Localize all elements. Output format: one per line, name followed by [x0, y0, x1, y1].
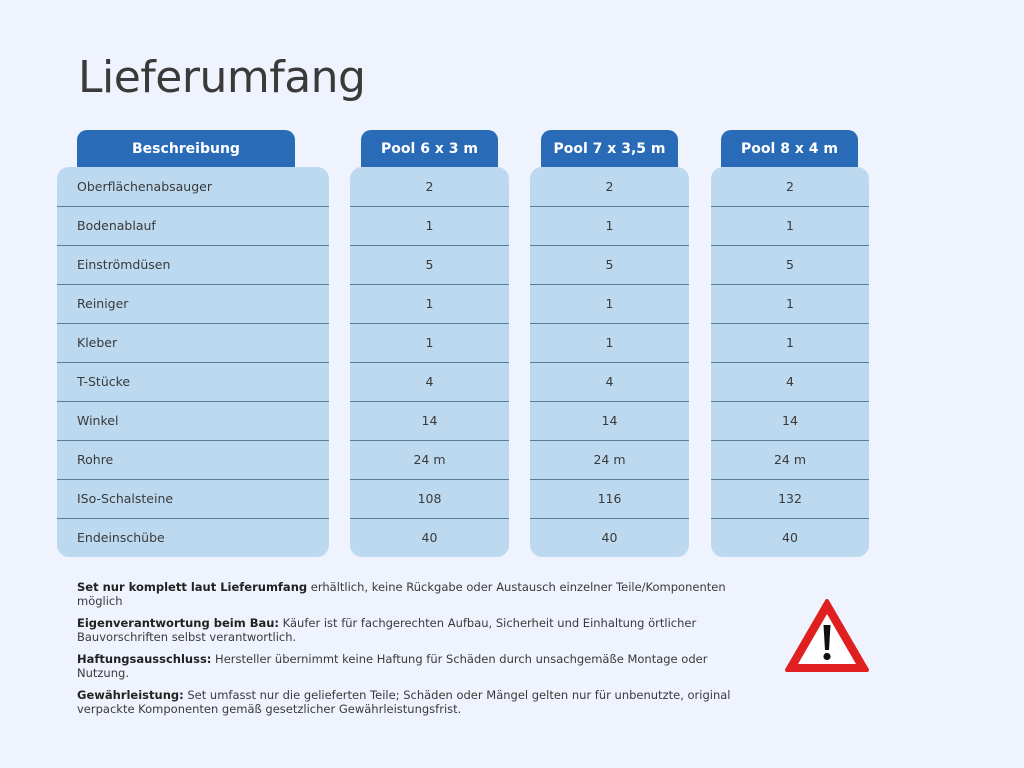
pool-8x4-value: 14: [782, 413, 798, 428]
note-heading: Set nur komplett laut Lieferumfang: [77, 580, 308, 594]
pool-8x4-value: 1: [786, 335, 794, 350]
note-text: Käufer ist für fachgerechten Aufbau, Sicherheit und Einhaltung örtlicher Bauvorschriften selbst verantwortlich.: [77, 616, 697, 644]
pool-7x35-value: 2: [605, 179, 614, 194]
notes-section: [77, 580, 757, 724]
pool-8x4-value: 1: [786, 296, 794, 311]
pool-7x35-value: 4: [605, 374, 614, 389]
pool-7x35-value: 24 m: [593, 452, 626, 467]
note-text: Hersteller übernimmt keine Haftung für Schäden durch unsachgemäße Montage oder Nutzung.: [77, 652, 708, 680]
description-column: [57, 167, 329, 557]
row-label: Endeinschübe: [77, 530, 165, 545]
header-description: Beschreibung: [77, 130, 295, 167]
pool-7x35-value: 1: [605, 296, 614, 311]
note-item: [77, 616, 757, 644]
pool-8x4-value: 5: [786, 257, 794, 272]
pool-7x35-column: [530, 167, 689, 557]
row-label: Reiniger: [77, 296, 129, 311]
pool-8x4-value: 4: [786, 374, 794, 389]
row-label: T-Stücke: [77, 374, 131, 389]
header-pool-7x35: Pool 7 x 3,5 m: [541, 130, 678, 167]
row-label: ISo-Schalsteine: [77, 491, 174, 506]
pool-6x3-value: 24 m: [413, 452, 446, 467]
note-heading: Eigenverantwortung beim Bau:: [77, 616, 280, 630]
header-pool-6x3: Pool 6 x 3 m: [361, 130, 498, 167]
pool-8x4-value: 2: [786, 179, 794, 194]
row-label: Rohre: [77, 452, 114, 467]
pool-8x4-column: [711, 167, 869, 557]
pool-6x3-value: 1: [425, 335, 434, 350]
header-pool-8x4: Pool 8 x 4 m: [721, 130, 858, 167]
pool-7x35-value: 40: [601, 530, 618, 545]
pool-7x35-value: 1: [605, 335, 614, 350]
row-label: Kleber: [77, 335, 118, 350]
pool-6x3-column: [350, 167, 509, 557]
pool-7x35-value: 14: [601, 413, 618, 428]
pool-6x3-value: 5: [425, 257, 434, 272]
note-item: [77, 688, 757, 716]
note-heading: Haftungsausschluss:: [77, 652, 212, 666]
pool-7x35-value: 1: [605, 218, 614, 233]
pool-7x35-value: 5: [605, 257, 614, 272]
row-label: Winkel: [77, 413, 119, 428]
note-item: [77, 580, 757, 608]
pool-6x3-value: 14: [421, 413, 438, 428]
row-label: Einströmdüsen: [77, 257, 171, 272]
note-text: erhältlich, keine Rückgabe oder Austausch einzelner Teile/Komponenten möglich: [77, 580, 726, 608]
pool-8x4-value: 132: [778, 491, 802, 506]
warning-triangle-icon: [784, 598, 870, 674]
row-label: Bodenablauf: [77, 218, 156, 233]
pool-6x3-value: 4: [425, 374, 434, 389]
pool-7x35-value: 116: [597, 491, 622, 506]
row-label: Oberflächenabsauger: [77, 179, 212, 194]
page-title: Lieferumfang: [78, 52, 366, 103]
note-text: Set umfasst nur die gelieferten Teile; Schäden oder Mängel gelten nur für unbenutzte, original verpackte Komponenten gemäß gesetzlicher Gewährleistungsfrist.: [77, 688, 731, 716]
pool-6x3-value: 1: [425, 296, 434, 311]
pool-8x4-value: 24 m: [773, 452, 807, 467]
pool-8x4-value: 40: [782, 530, 798, 545]
pool-8x4-value: 1: [786, 218, 794, 233]
pool-6x3-value: 40: [421, 530, 438, 545]
pool-6x3-value: 1: [425, 218, 434, 233]
note-item: [77, 652, 757, 680]
note-heading: Gewährleistung:: [77, 688, 184, 702]
pool-6x3-value: 108: [417, 491, 442, 506]
pool-6x3-value: 2: [425, 179, 434, 194]
